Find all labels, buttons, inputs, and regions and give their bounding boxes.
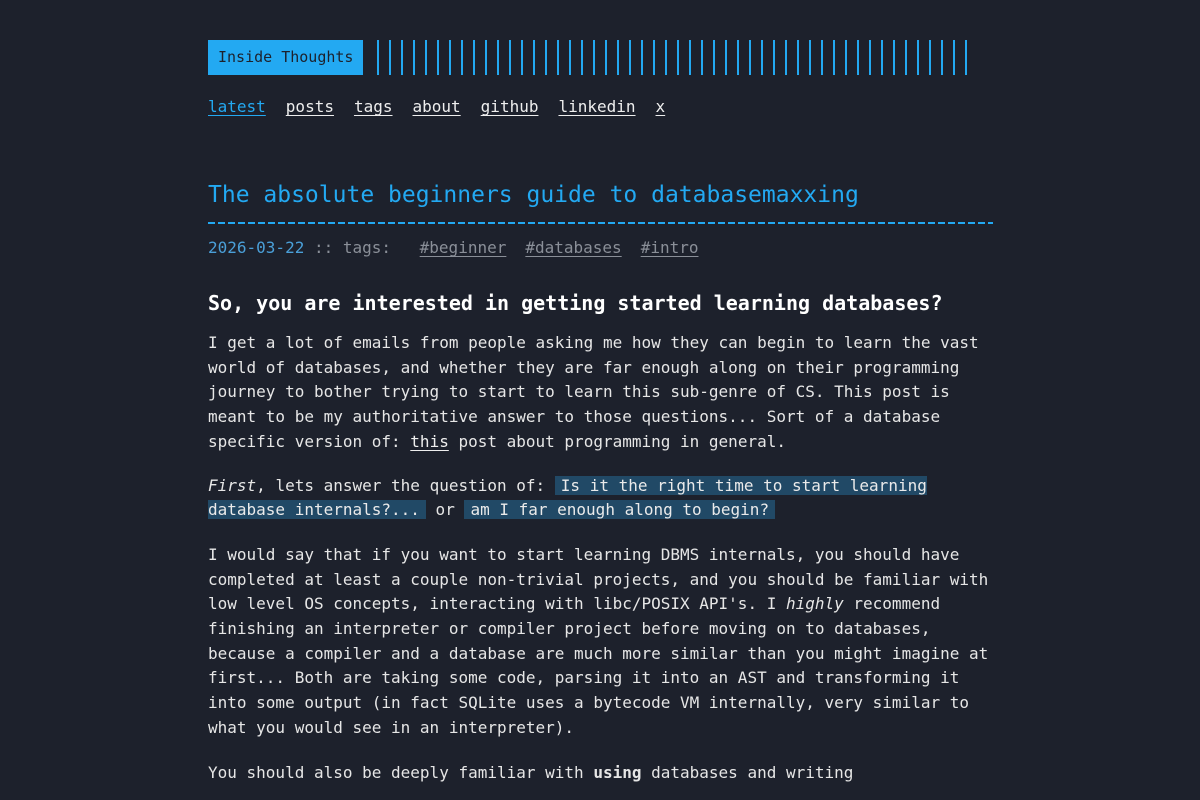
tag-beginner[interactable]: #beginner: [419, 238, 507, 257]
paragraph-intro: [208, 331, 998, 455]
p1-text-b: post about programming in general.: [448, 431, 786, 451]
p1-text-a: I get a lot of emails from people asking me how they can begin to learn the vast world of databases, and whether they are far enough along on their programming journey to bother trying to start to learn this sub-genre of CS. This post is meant to be my authoritative answer to those questions... Sort of a database specific version of:: [208, 333, 979, 451]
p4-text-a: You should also be deeply familiar with: [208, 762, 594, 782]
nav-linkedin[interactable]: linkedin: [558, 97, 636, 116]
site-logo[interactable]: Inside Thoughts: [208, 40, 363, 75]
p3-text-b: recommend finishing an interpreter or compiler project before moving on to databases, because a compiler and a database are much more similar than you might imagine at first... Both are taking some code, parsing it into an AST and transforming it into some output (in fact SQLite uses a bytecode VM internally, very similar to what you would see in an interpreter).: [208, 594, 989, 737]
nav-latest[interactable]: latest: [208, 97, 266, 116]
title-divider: [208, 222, 993, 224]
p2-or: or: [425, 500, 465, 520]
logo-decoration: [377, 40, 977, 75]
p2-emphasis: First: [208, 475, 257, 495]
nav-tags[interactable]: tags: [353, 97, 393, 116]
post-title[interactable]: The absolute beginners guide to databasemaxxing: [208, 182, 859, 208]
this-link[interactable]: this: [410, 431, 449, 451]
p3-text-a: I would say that if you want to start learning DBMS internals, you should have completed at least a couple non-trivial projects, and you should be familiar with low level OS concepts, interacting with libc/POSIX API's. I: [208, 544, 989, 614]
tag-databases[interactable]: #databases: [525, 238, 622, 257]
inline-code-question-2: am I far enough along to begin?: [464, 500, 775, 519]
p4-text-b: databases and writing: [641, 762, 854, 782]
paragraph-question: [208, 474, 998, 523]
tag-intro[interactable]: #intro: [640, 238, 699, 257]
main-nav: [208, 97, 1008, 116]
nav-posts[interactable]: posts: [285, 97, 334, 116]
post-meta: [208, 238, 1008, 257]
nav-about[interactable]: about: [412, 97, 461, 116]
p4-strong: using: [593, 762, 642, 782]
nav-github[interactable]: github: [480, 97, 539, 116]
post-article: [208, 178, 1008, 785]
page-container: [208, 40, 1008, 785]
paragraph-prerequisites: [208, 543, 998, 741]
post-date: 2026-03-22: [208, 238, 305, 257]
nav-x[interactable]: x: [655, 97, 666, 116]
tags-label: :: tags:: [304, 238, 401, 257]
inline-code-question-1: Is it the right time to start learning database internals?...: [208, 475, 927, 520]
site-header: [208, 40, 1008, 75]
paragraph-usage: [208, 761, 998, 786]
p3-emphasis: highly: [785, 594, 844, 614]
section-heading: So, you are interested in getting started learning databases?: [208, 291, 943, 315]
p2-text-a: , lets answer the question of:: [256, 475, 555, 495]
